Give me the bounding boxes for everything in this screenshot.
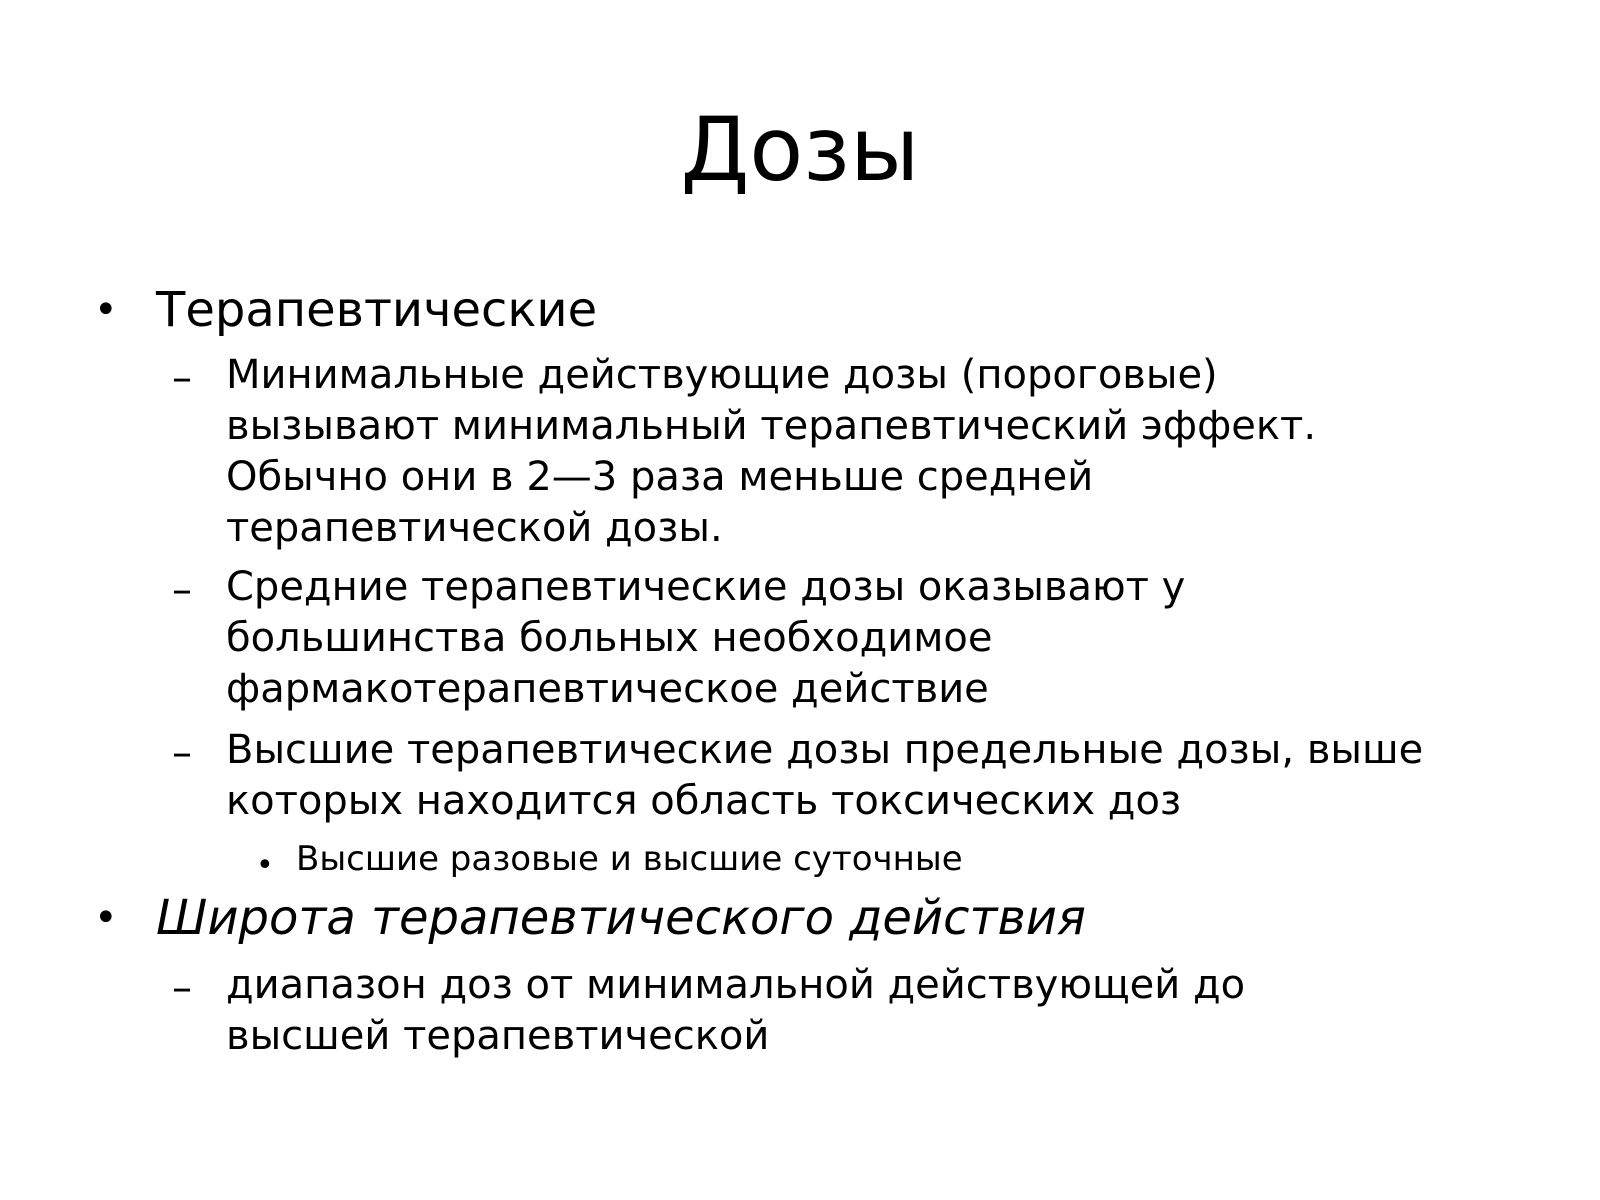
text-line: диапазон доз от минимальной действующей до bbox=[226, 962, 1246, 1008]
text-line: вызывают минимальный терапевтический эффект. bbox=[226, 403, 1317, 449]
sub-bullet-marker: – bbox=[172, 965, 192, 1011]
text-line: Минимальные действующие дозы (пороговые) bbox=[226, 352, 1218, 398]
text-line: высшей терапевтической bbox=[226, 1013, 770, 1059]
text-line: терапевтической дозы. bbox=[226, 505, 723, 551]
sub-bullet-text bbox=[226, 350, 1566, 554]
sub-sub-bullet-text: Высшие разовые и высшие суточные bbox=[296, 839, 963, 879]
sub-bullet-marker: – bbox=[172, 567, 192, 613]
sub-bullet-marker: – bbox=[172, 730, 192, 776]
text-line: Обычно они в 2—3 раза меньше средней bbox=[226, 454, 1094, 500]
sub-bullet-marker: – bbox=[172, 355, 192, 401]
text-line: большинства больных необходимое bbox=[226, 615, 993, 661]
bullet-text: Терапевтические bbox=[156, 282, 598, 338]
bullet-marker: • bbox=[94, 287, 118, 333]
sub-sub-bullet-marker: • bbox=[256, 848, 274, 883]
sub-bullet-text bbox=[226, 725, 1566, 827]
text-line: фармакотерапевтическое действие bbox=[226, 666, 989, 712]
sub-bullet-text bbox=[226, 960, 1566, 1062]
bullet-text: Широта терапевтического действия bbox=[156, 890, 1086, 946]
text-line: Высшие терапевтические дозы предельные дозы, выше bbox=[226, 727, 1424, 773]
sub-bullet-text bbox=[226, 562, 1566, 715]
text-line: которых находится область токсических доз bbox=[226, 778, 1182, 824]
bullet-marker: • bbox=[94, 895, 118, 941]
text-line: Средние терапевтические дозы оказывают у bbox=[226, 564, 1186, 610]
slide-title: Дозы bbox=[680, 98, 920, 201]
